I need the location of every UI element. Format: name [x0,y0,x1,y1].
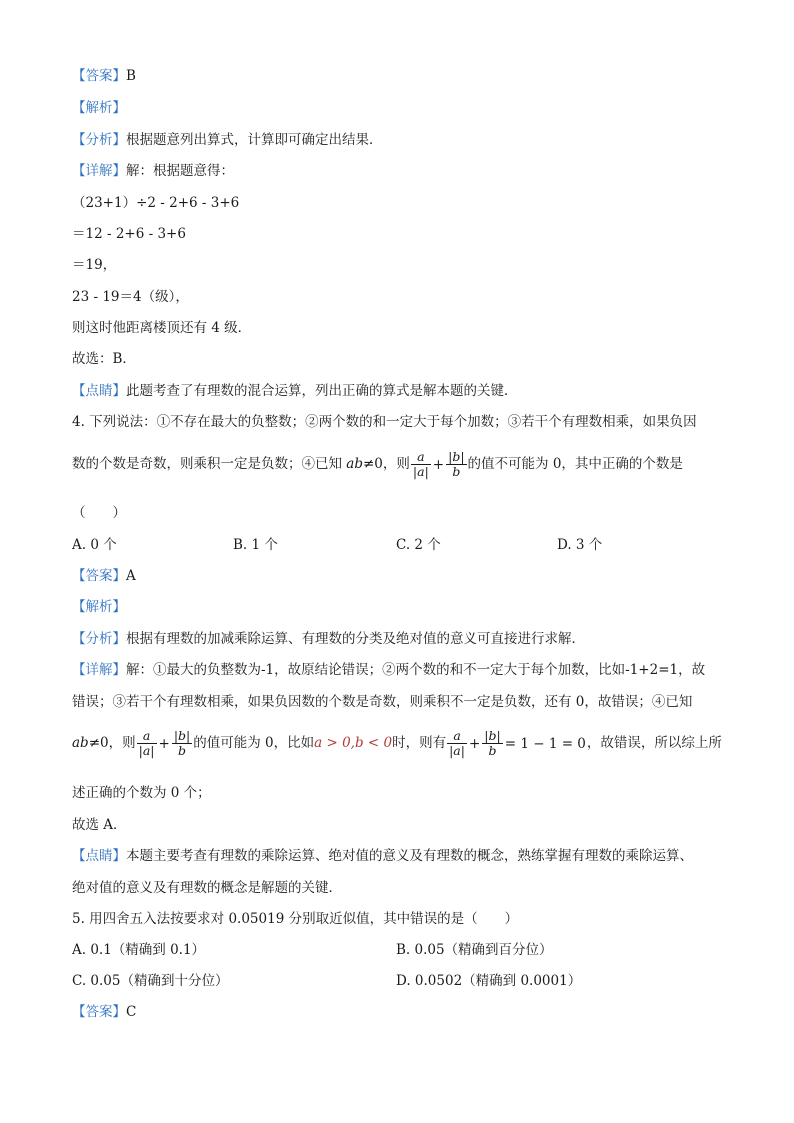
fraction-a-over-abs-a: $\frac{a}{|a|}$ [449,728,465,758]
calc-line-5: 则这时他距离楼顶还有 4 级． [72,320,252,336]
calc-line-2: ＝12 - 2+6 - 3+6 [72,226,186,242]
q5-option-c: C. 0.05（精确到十分位） [72,973,229,989]
calc-line-3: ＝19， [72,257,117,273]
fraction-abs-b-over-b: $\frac{|b|}{b}$ [173,728,191,758]
choice-line: 故选：B． [72,351,136,367]
q4-line-1: 4. 下列说法：①不存在最大的负整数；②两个数的和一定大于每个加数；③若干个有理数相乘，如果负因 [72,414,697,430]
q4-xiangjie-line-3: ab≠0，则 $\frac{a}{|a|}$ + $\frac{|b|}{b}$ 的值可能为 0，比如a > 0,b < 0时，则有 $\frac{a}{|a|}$ + $\frac{|b|}{b}$ = 1 − 1 = 0，故错误，所以综上所 [72,725,722,762]
q4-fenxi-line: 【分析】根据有理数的加减乘除运算、有理数的分类及绝对值的意义可直接进行求解． [72,631,585,647]
answer-value: B [126,68,136,84]
calc-line-4: 23 - 19＝4（级）， [72,289,189,305]
q4-line-2: 数的个数是奇数，则乘积一定是负数；④已知 ab≠0，则 $\frac{a}{|a|}$ + $\frac{|b|}{b}$ 的值不可能为 0，其中正确的个数是 [72,449,683,479]
q5-line-1: 5. 用四舍五入法按要求对 0.05019 分别取近似值，其中错误的是（ ） [72,911,519,927]
q4-option-d: D. 3 个 [557,537,603,553]
fraction-a-over-abs-a: $\frac{a}{|a|}$ [412,449,429,479]
q4-dianjing-line-1: 【点睛】本题主要考查有理数的乘除运算、绝对值的意义及有理数的概念，熟练掌握有理数的乘除运算、 [72,848,693,864]
condition-expression: a > 0,b < 0 [314,735,393,751]
dianjing-line [72,381,518,401]
fenxi-tag: 【分析】 [72,132,126,148]
q5-answer-line: 【答案】C [72,1004,137,1020]
q4-xiangjie-line-2: 错误；③若干个有理数相乘，如果负因数的个数是奇数，则乘积不一定是负数，还有 0，故错误；④已知 [72,694,693,710]
analysis-heading: 【解析】 [72,100,126,116]
q5-option-a: A. 0.1（精确到 0.1） [72,942,206,958]
xiangjie-tag: 【详解】 [72,163,126,179]
answer-tag: 【答案】 [72,68,126,84]
calc-line-1: （23+1）÷2 - 2+6 - 3+6 [72,195,240,211]
fraction-a-over-abs-a: $\frac{a}{|a|}$ [138,728,155,758]
q4-option-b: B. 1 个 [233,537,278,553]
q5-option-d: D. 0.0502（精确到 0.0001） [396,973,582,989]
q4-answer-line: 【答案】A [72,568,136,584]
answer-line [72,66,136,86]
fenxi-line [72,130,383,150]
equation-result: = 1 − 1 = 0 [504,735,586,752]
dianjing-tag: 【点睛】 [72,383,126,399]
q4-option-c: C. 2 个 [396,537,441,553]
q4-paren: （ ） [72,505,126,521]
q4-xiangjie-line-4: 述正确的个数为 0 个； [72,785,211,801]
fraction-abs-b-over-b: $\frac{|b|}{b}$ [448,449,465,479]
q4-xiangjie-line-1: 【详解】解：①最大的负整数为-1，故原结论错误；②两个数的和不一定大于每个加数，比如-1+2=1，故 [72,662,706,678]
fraction-abs-b-over-b: $\frac{|b|}{b}$ [484,728,501,758]
q4-analysis-heading: 【解析】 [72,599,126,615]
xiangjie-line [72,161,234,181]
xiangjie-text: 解：根据题意得： [126,163,234,179]
fenxi-text: 根据题意列出算式，计算即可确定出结果． [126,132,383,148]
q4-choice-line: 故选 A． [72,817,127,833]
q5-option-b: B. 0.05（精确到百分位） [396,942,553,958]
q4-option-a: A. 0 个 [72,537,117,553]
q4-dianjing-line-2: 绝对值的意义及有理数的概念是解题的关键． [72,880,342,896]
dianjing-text: 此题考查了有理数的混合运算，列出正确的算式是解本题的关键． [126,383,518,399]
